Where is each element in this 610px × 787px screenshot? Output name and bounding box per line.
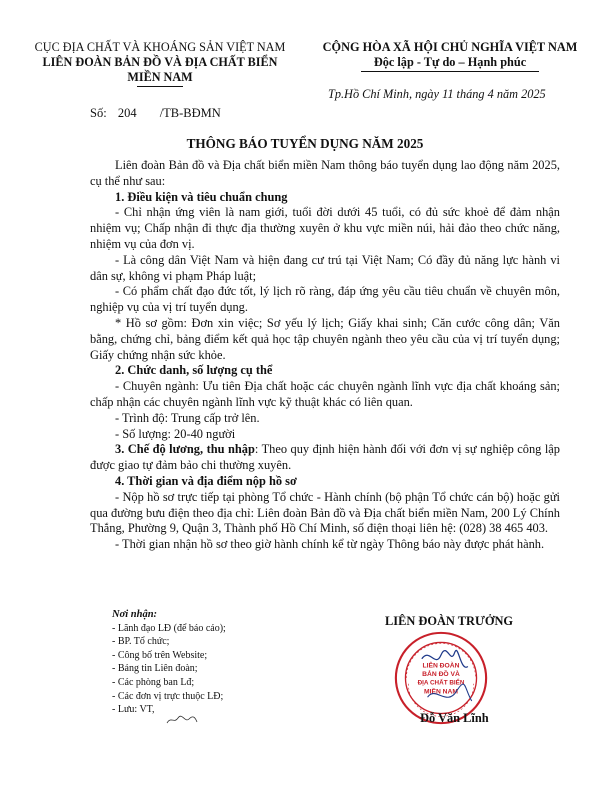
seal-text-2: BẢN ĐỒ VÀ [422,671,460,679]
recipient-item: - Lưu: VT, [112,704,155,716]
motto-underline [361,71,539,72]
signatory-name: Đỗ Văn Lĩnh [420,711,489,725]
agency-name-line1: LIÊN ĐOÀN BẢN ĐỒ VÀ ĐỊA CHẤT BIỂN [42,55,278,69]
section-3-paragraph [90,442,560,474]
section-2-heading: 2. Chức danh, số lượng cụ thể [115,363,273,378]
section-2-item: - Chuyên ngành: Ưu tiên Địa chất hoặc các chuyên ngành lĩnh vực địa chất khoáng sản; chấp nhận các chuyên ngành lĩnh vực kỹ thuật khác có liên quan. [90,379,560,409]
section-4-item: - Thời gian nhận hồ sơ theo giờ hành chính kể từ ngày Thông báo này được phát hành. [115,537,545,552]
document-body [90,158,560,553]
section-4-item: - Nộp hồ sơ trực tiếp tại phòng Tổ chức - Hành chính (bộ phận Tổ chức cán bộ) hoặc gửi qua đường bưu điện theo địa chỉ: Liên đoàn Bản đồ và Địa chất biển miền Nam, 200 Lý Chính Thắng, Phường 9, Quận 3, Thành phố Hồ Chí Minh, số điện thoại liên hệ: (028) 38 465 403. [90,489,560,536]
issue-date: Tp.Hồ Chí Minh, ngày 11 tháng 4 năm 2025 [328,87,546,101]
document-title: THÔNG BÁO TUYỂN DỤNG NĂM 2025 [186,136,424,151]
section-1-item: - Chỉ nhận ứng viên là nam giới, tuổi đời dưới 45 tuổi, có đủ sức khoẻ để đảm nhận nhiệm vụ; Chấp nhận đi thực địa thường xuyên ở khu vực miền núi, hải đảo theo chức năng, nhiệm vụ của đơn vị. [90,205,560,251]
recipient-item: - Các phòng ban Lđ; [112,676,195,688]
section-1-item: * Hồ sơ gồm: Đơn xin việc; Sơ yếu lý lịch; Giấy khai sinh; Căn cước công dân; Văn bằng, chứng chỉ, bảng điểm kết quả học tập chuyên ngành theo yêu cầu của vị trí tuyển dụng; Giấy chứng nhận sức khỏe. [90,315,560,362]
section-1-item: - Có phẩm chất đạo đức tốt, lý lịch rõ ràng, đáp ứng yêu cầu tiêu chuẩn về chuyên môn, nghiệp vụ của vị trí tuyển dụng. [90,284,560,315]
section-4-heading: 4. Thời gian và địa điểm nộp hồ sơ [115,473,297,488]
section-1-item: - Là công dân Việt Nam và hiện đang cư trú tại Việt Nam; Có đầy đủ năng lực hành vi dân sự, không vi phạm Pháp luật; [90,252,560,283]
recipient-item: - BP. Tổ chức; [112,636,170,648]
doc-number-label: Số: [90,106,107,120]
section-3-text: : Theo quy định hiện hành đối với đơn vị sự nghiệp công lập được giao tự đảm bảo chi thường xuyên. [90,442,560,473]
recipients-heading: Nơi nhận: [112,609,158,620]
doc-number-value: 204 [117,106,137,120]
seal-text-3: ĐỊA CHẤT BIỂN [417,679,465,687]
national-motto: Độc lập - Tự do – Hạnh phúc [373,55,527,69]
initials-mark [165,714,199,726]
section-1-heading: 1. Điều kiện và tiêu chuẩn chung [115,189,288,204]
issuing-organization [20,40,300,87]
agency-underline [137,86,183,87]
recipient-item: - Công bố trên Website; [112,649,208,661]
parent-agency: CỤC ĐỊA CHẤT VÀ KHOÁNG SẢN VIỆT NAM [34,40,286,54]
section-2-item: - Số lượng: 20-40 người [115,426,236,441]
recipient-item: - Bảng tin Liên đoàn; [112,663,198,675]
recipient-item: - Các đơn vị trực thuộc LĐ; [112,690,224,702]
intro-paragraph: Liên đoàn Bản đồ và Địa chất biển miền Nam thông báo tuyển dụng lao động năm 2025, cụ thể như sau: [90,158,560,188]
seal-text-1: LIÊN ĐOÀN [422,662,460,670]
section-2-item: - Trình độ: Trung cấp trở lên. [115,410,260,425]
recipients-list [112,608,226,717]
signatory-title: LIÊN ĐOÀN TRƯỞNG [385,614,514,628]
nation-name: CỘNG HÒA XÃ HỘI CHỦ NGHĨA VIỆT NAM [322,40,578,54]
recipient-item: - Lãnh đạo LĐ (để báo cáo); [112,622,226,634]
national-header [300,40,600,72]
doc-number-code: /TB-BĐMN [159,106,221,120]
document-number [90,106,229,121]
seal-text-4: MIỀN NAM [424,688,458,696]
agency-name-line2: MIỀN NAM [127,70,193,84]
section-3-heading: 3. Chế độ lương, thu nhập [115,442,255,457]
